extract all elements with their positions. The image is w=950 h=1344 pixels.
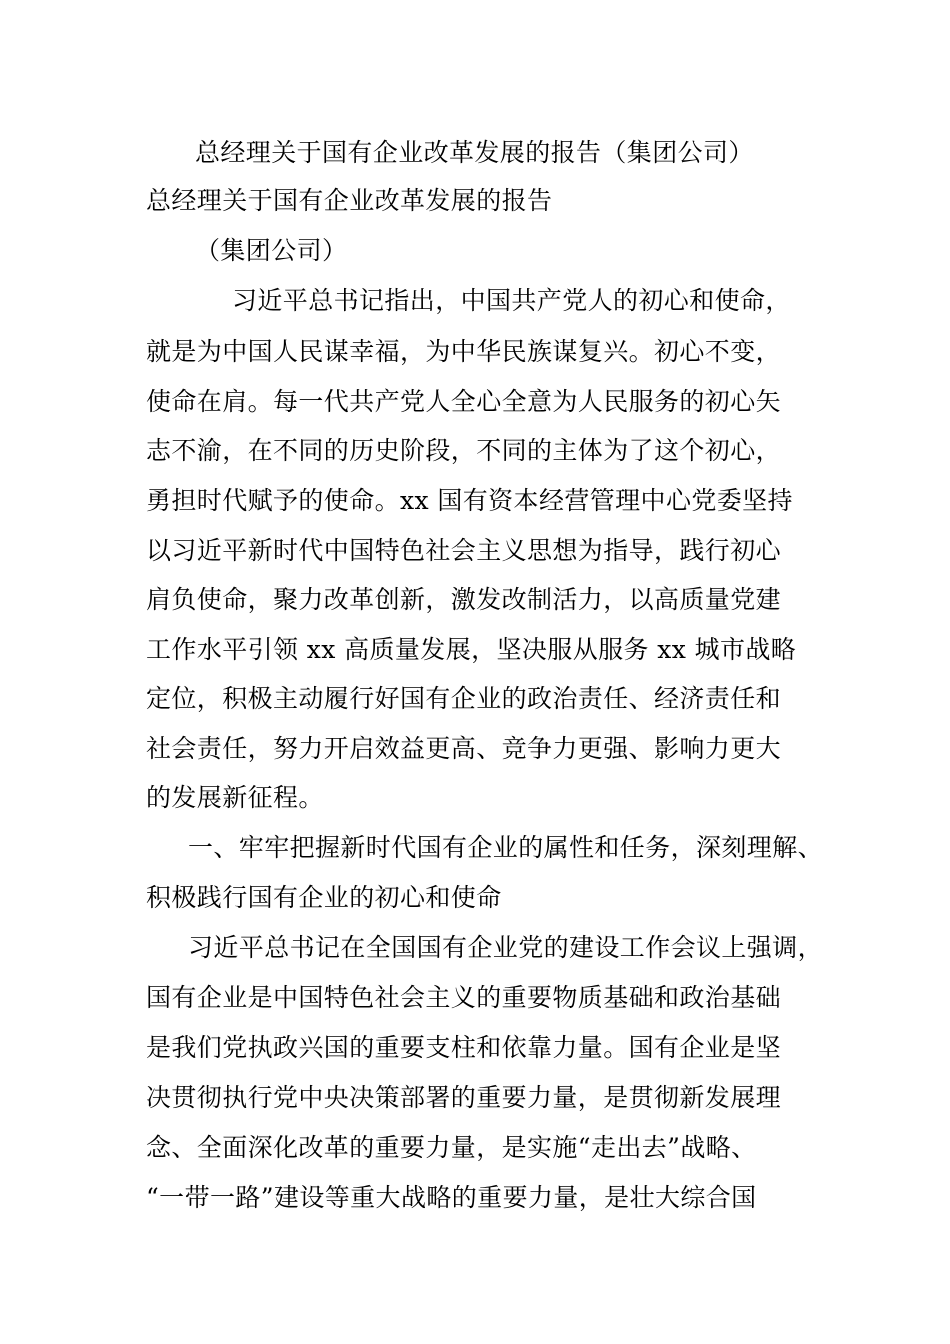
paragraph-2-line-5: 念、全面深化改革的重要力量，是实施“走出去”战略、 [146, 1133, 757, 1162]
paragraph-1-line-9: 定位，积极主动履行好国有企业的政治责任、经济责任和 [146, 684, 782, 713]
paragraph-2-line-1: 习近平总书记在全国国有企业党的建设工作会议上强调， [188, 933, 824, 962]
section-1-heading-line-2: 积极践行国有企业的初心和使命 [146, 883, 502, 912]
paragraph-2-line-3: 是我们党执政兴国的重要支柱和依靠力量。国有企业是坚 [146, 1033, 782, 1062]
paragraph-2-line-2: 国有企业是中国特色社会主义的重要物质基础和政治基础 [146, 983, 782, 1012]
paragraph-1-line-7: 肩负使命，聚力改革创新，激发改制活力，以高质量党建 [146, 585, 782, 614]
paragraph-1-line-6: 以习近平新时代中国特色社会主义思想为指导，践行初心 [146, 536, 782, 565]
paragraph-1-line-8: 工作水平引领 xx 高质量发展，坚决服从服务 xx 城市战略 [146, 635, 797, 664]
paragraph-1-line-1: 习近平总书记指出，中国共产党人的初心和使命， [232, 286, 791, 315]
paragraph-1-line-5: 勇担时代赋予的使命。xx 国有资本经营管理中心党委坚持 [146, 486, 793, 515]
document-title: 总经理关于国有企业改革发展的报告（集团公司） [195, 138, 754, 167]
paragraph-2-line-4: 决贯彻执行党中央决策部署的重要力量，是贯彻新发展理 [146, 1083, 782, 1112]
document-heading: 总经理关于国有企业改革发展的报告 [146, 186, 553, 215]
paragraph-1-line-2: 就是为中国人民谋幸福，为中华民族谋复兴。初心不变， [146, 337, 782, 366]
paragraph-1-line-10: 社会责任，努力开启效益更高、竞争力更强、影响力更大 [146, 734, 782, 763]
paragraph-1-line-3: 使命在肩。每一代共产党人全心全意为人民服务的初心矢 [146, 387, 782, 416]
paragraph-2-line-6: “一带一路”建设等重大战略的重要力量，是壮大综合国 [146, 1183, 757, 1212]
document-subheading: （集团公司） [195, 236, 348, 265]
section-1-heading-line-1: 一、牢牢把握新时代国有企业的属性和任务，深刻理解、 [188, 833, 824, 862]
paragraph-1-line-4: 志不渝，在不同的历史阶段，不同的主体为了这个初心， [146, 436, 782, 465]
paragraph-1-line-11: 的发展新征程。 [146, 783, 324, 812]
